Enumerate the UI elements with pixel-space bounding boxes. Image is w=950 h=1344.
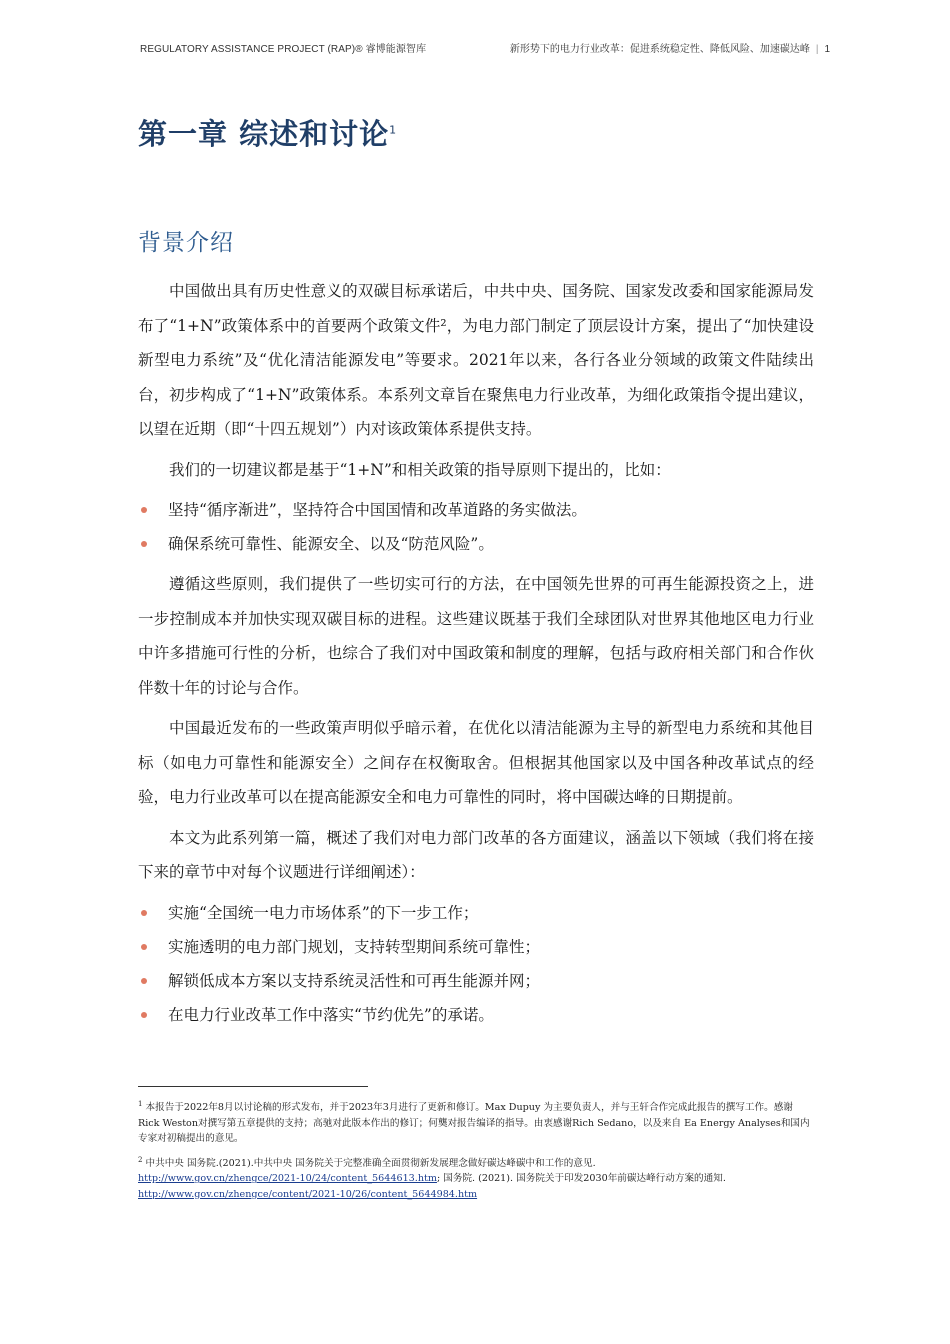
list-item-text: 坚持“循序渐进”，坚持符合中国国情和改革道路的务实做法。	[168, 501, 587, 519]
section-title: 背景介绍	[138, 230, 234, 256]
chapter-title	[138, 112, 397, 153]
footnote-1	[138, 1097, 814, 1147]
bullet-dot-icon	[141, 978, 147, 984]
bullet-dot-icon	[141, 944, 147, 950]
header-org: REGULATORY ASSISTANCE PROJECT (RAP)® 睿博能源智库	[140, 44, 427, 55]
footnote-text: 本报告于2022年8月以讨论稿的形式发布，并于2023年3月进行了更新和修订。Max Dupuy 为主要负责人，并与王轩合作完成此报告的撰写工作。感谢Rick Weston对撰写第五章提供的支持；高驰对此版本作出的修订；何龑对报告编译的指导。由衷感谢Rich Sedano，以及来自 Ea Energy Analyses和国内专家对初稿提出的意见。	[138, 1102, 810, 1145]
list-item-text: 在电力行业改革工作中落实“节约优先”的承诺。	[168, 1005, 494, 1024]
list-item-text: 实施“全国统一电力市场体系”的下一步工作；	[168, 903, 479, 922]
footnote-text: ; 国务院. (2021). 国务院关于印发2030年前碳达峰行动方案的通知.	[436, 1173, 726, 1185]
paragraph: 中国最近发布的一些政策声明似乎暗示着，在优化以清洁能源为主导的新型电力系统和其他目标（如电力可靠性和能源安全）之间存在权衡取舍。但根据其他国家以及中国各种改革试点的经验，电力行业改革可以在提高能源安全和电力可靠性的同时，将中国碳达峰的日期提前。	[138, 719, 814, 806]
header-report-title	[510, 40, 830, 55]
footnote-number: 1	[138, 1100, 143, 1108]
footnote-2	[138, 1153, 814, 1203]
footnote-number: 2	[138, 1155, 143, 1164]
footnote-divider	[138, 1086, 368, 1087]
list-item	[138, 998, 814, 1032]
header-separator: |	[815, 44, 819, 55]
list-item-text: 实施透明的电力部门规划，支持转型期间系统可靠性；	[168, 937, 541, 956]
page-number: 1	[824, 44, 830, 55]
footnote-link[interactable]: http://www.gov.cn/zhengce/content/2021-10/26/content_5644984.htm	[138, 1188, 478, 1200]
list-item-text: 确保系统可靠性、能源安全、以及“防范风险”。	[168, 535, 494, 553]
footnote-text: 中共中央 国务院.(2021).中共中央 国务院关于完整准确全面贯彻新发展理念做好碳达峰碳中和工作的意见.	[145, 1157, 596, 1169]
chapter-footnote-ref[interactable]: 1	[389, 123, 398, 137]
paragraph: 我们的一切建议都是基于“1+N”和相关政策的指导原则下提出的，比如：	[169, 460, 671, 479]
footnotes	[138, 1097, 814, 1208]
list-item	[138, 527, 814, 561]
areas-list	[138, 896, 814, 1032]
header-report-title-text: 新形势下的电力行业改革：促进系统稳定性、降低风险、加速碳达峰	[509, 44, 810, 55]
bullet-dot-icon	[141, 541, 147, 547]
paragraph: 中国做出具有历史性意义的双碳目标承诺后，中共中央、国务院、国家发改委和国家能源局发布了“1+N”政策体系中的首要两个政策文件²，为电力部门制定了顶层设计方案，提出了“加快建设新型电力系统”及“优化清洁能源发电”等要求。2021年以来，各行各业分领域的政策文件陆续出台，初步构成了“1+N”政策体系。本系列文章旨在聚焦电力行业改革，为细化政策指令提出建议，以望在近期（即“十四五规划”）内对该政策体系提供支持。	[138, 282, 814, 438]
bullet-dot-icon	[141, 1012, 147, 1018]
footnote-link[interactable]: http://www.gov.cn/zhengce/2021-10/24/content_5644613.htm	[138, 1173, 437, 1185]
page-header	[140, 36, 830, 56]
principles-list	[138, 493, 814, 561]
list-item	[138, 930, 814, 964]
list-item	[138, 964, 814, 998]
paragraph: 遵循这些原则，我们提供了一些切实可行的方法，在中国领先世界的可再生能源投资之上，进一步控制成本并加快实现双碳目标的进程。这些建议既基于我们全球团队对世界其他地区电力行业中许多措施可行性的分析，也综合了我们对中国政策和制度的理解，包括与政府相关部门和合作伙伴数十年的讨论与合作。	[138, 575, 814, 697]
list-item	[138, 493, 814, 527]
paragraph: 本文为此系列第一篇，概述了我们对电力部门改革的各方面建议，涵盖以下领域（我们将在接下来的章节中对每个议题进行详细阐述）：	[138, 828, 814, 881]
chapter-title-text: 第一章 综述和讨论	[138, 117, 390, 151]
list-item	[138, 896, 814, 930]
body-text	[138, 274, 814, 1038]
list-item-text: 解锁低成本方案以支持系统灵活性和可再生能源并网；	[168, 971, 541, 990]
bullet-dot-icon	[141, 910, 147, 916]
bullet-dot-icon	[141, 507, 147, 513]
